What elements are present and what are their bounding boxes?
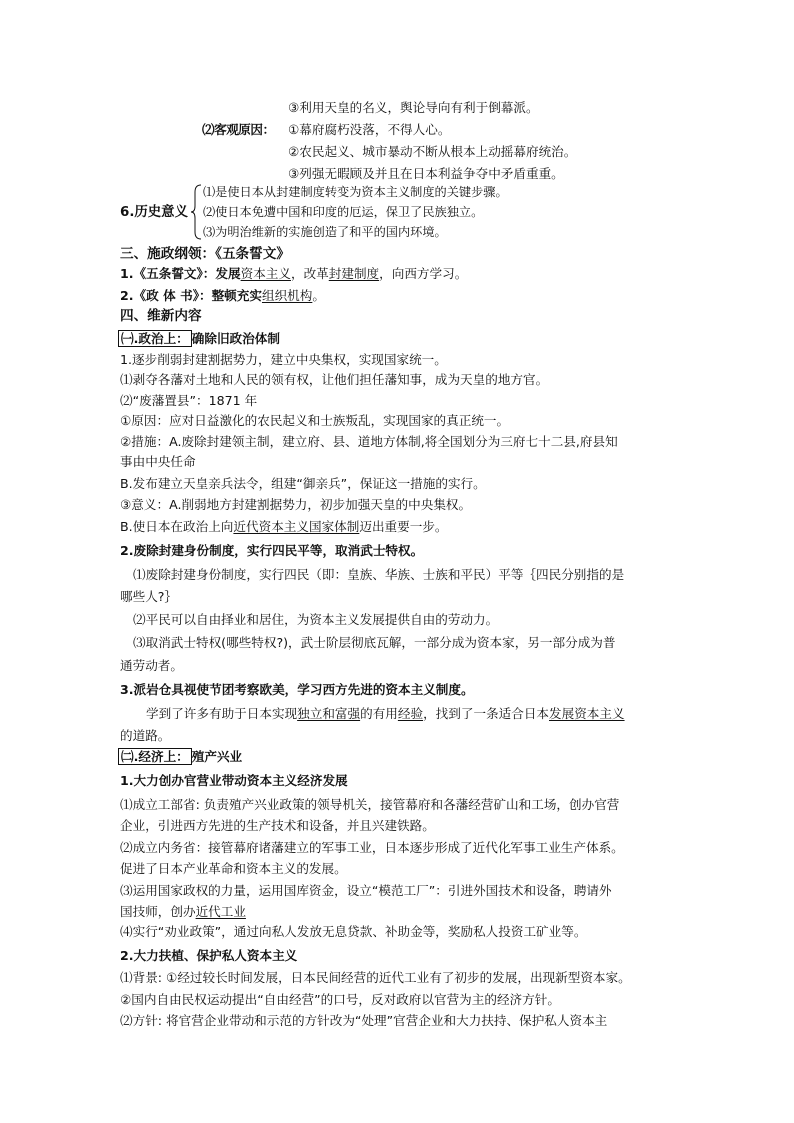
political-title: 确除旧政治体制 (191, 331, 280, 346)
text-segment: 的有用 (360, 706, 398, 721)
text-line: 企业，引进西方先进的生产技术和设备，并且兴建铁路。 (120, 818, 435, 833)
text-segment: 迈出重要一步。 (359, 519, 448, 534)
text-line (120, 904, 246, 920)
economic-box-label: ㈡.经济上： (118, 748, 192, 765)
underlined-term: 资本主义 (240, 266, 291, 281)
political-box-label: ㈠.政治上： (118, 330, 192, 347)
significance-item: ⑶为明治维新的实施创造了和平的国内环境。 (203, 225, 447, 239)
economic-title: 殖产兴业 (191, 749, 243, 764)
underlined-term: 独立和富强 (297, 706, 361, 721)
text-line: 的道路。 (120, 728, 171, 743)
text-segment: 学到了许多有助于日本实现 (146, 706, 298, 721)
text-segment: 。 (312, 288, 325, 303)
section3-heading: 三、施政纲领：《五条誓文》 (120, 246, 290, 262)
underlined-term: 封建制度 (328, 266, 380, 281)
significance-label: 6.历史意义 (120, 205, 188, 220)
text-line: ⑷实行“劝业政策”，通过向私人发放无息贷款、补助金等，奖励私人投资工矿业等。 (120, 924, 587, 939)
text-line: ③意义：A.削弱地方封建割据势力，初步加强天皇的中央集权。 (120, 497, 472, 512)
text-segment: ，找到了一条适合日本 (423, 706, 549, 721)
text-line (146, 706, 625, 722)
text-line: 通劳动者。 (120, 658, 183, 673)
underlined-term: 近代资本主义国家体制 (233, 519, 360, 534)
objective-item: ②农民起义、城市暴动不断从根本上动摇幕府统治。 (288, 144, 577, 159)
objective-label: ⑵客观原因： (202, 122, 275, 137)
political-system-label: 2.《政 体 书》：整顿充实 (120, 288, 262, 303)
significance-item: ⑴是使日本从封建制度转变为资本主义制度的关键步骤。 (203, 185, 508, 199)
text-line: ⑶运用国家政权的力量，运用国库资金，设立“模范工厂”：引进外国技术和设备，聘请外 (120, 883, 612, 898)
text-line: ①原因：应对日益激化的农民起义和士族叛乱，实现国家的真正统一。 (120, 413, 510, 428)
text-line: 哪些人?｝ (120, 589, 178, 604)
political-heading (118, 330, 280, 347)
text-line: ⑴废除封建身份制度，实行四民（即：皇族、华族、士族和平民）平等｛四民分别指的是 (133, 567, 625, 582)
text-segment: B.使日本在政治上向 (120, 519, 234, 534)
underlined-term: 组织机构 (261, 288, 313, 303)
text-line: ⑵方针: 将官营企业带动和示范的方针改为“处理”官营企业和大力扶持、保护私人资本主 (120, 1013, 608, 1028)
economic-heading (118, 748, 242, 765)
underlined-term: 经验 (397, 706, 424, 721)
text-line (120, 519, 448, 535)
political-system-line (120, 288, 325, 304)
underlined-term: 近代工业 (195, 904, 246, 919)
text-line: ⑶取消武士特权(哪些特权?)，武士阶层彻底瓦解，一部分成为资本家，另一部分成为普 (133, 635, 616, 650)
text-segment: 国技师，创办 (120, 904, 196, 919)
subheading: 3.派岩仓具视使节团考察欧美，学习西方先进的资本主义制度。 (120, 682, 474, 697)
significance-item: ⑵使日本免遭中国和印度的厄运，保卫了民族独立。 (203, 205, 484, 219)
objective-item: ①幕府腐朽没落，不得人心。 (288, 122, 451, 137)
five-oaths-line (120, 266, 467, 282)
subheading: 2.废除封建身份制度，实行四民平等，取消武士特权。 (120, 543, 424, 558)
text-segment: ，向西方学习。 (379, 266, 468, 281)
text-line: 促进了日本产业革命和资本主义的发展。 (120, 861, 347, 876)
text-line: 事由中央任命 (120, 454, 196, 469)
text-line: ⑵成立内务省：接管幕府诸藩建立的军事工业，日本逐步形成了近代化军事工业生产体系。 (120, 840, 624, 855)
text-line: ⑵平民可以自由择业和居住，为资本主义发展提供自由的劳动力。 (133, 612, 499, 627)
text-line: ⑴剥夺各藩对土地和人民的领有权，让他们担任藩知事，成为天皇的地方官。 (120, 372, 549, 387)
subheading: 1.大力创办官营业带动资本主义经济发展 (120, 773, 348, 788)
text-line: ②措施：A.废除封建领主制，建立府、县、道地方体制,将全国划分为三府七十二县,府县知 (120, 434, 618, 449)
text-line: ⑴成立工部省: 负责殖产兴业政策的领导机关，接管幕府和各藩经营矿山和工场，创办官营 (120, 797, 620, 812)
item-emperor-name: ③利用天皇的名义，舆论导向有利于倒幕派。 (288, 100, 539, 115)
text-line: B.发布建立天皇亲兵法令，组建“御亲兵”，保证这一措施的实行。 (120, 476, 486, 491)
objective-item: ③列强无暇顾及并且在日本利益争夺中矛盾重重。 (288, 166, 564, 181)
underlined-term: 发展资本主义 (549, 706, 625, 721)
text-line: ⑴背景: ①经过较长时间发展，日本民间经营的近代工业有了初步的发展，出现新型资本家。 (120, 970, 631, 985)
section4-heading: 四、维新内容 (120, 308, 202, 324)
text-line: ②国内自由民权运动提出“自由经营”的口号，反对政府以官营为主的经济方针。 (120, 992, 560, 1007)
text-line: ⑵“废藩置县”：1871 年 (120, 393, 258, 408)
text-line: 1.逐步削弱封建割据势力，建立中央集权，实现国家统一。 (120, 352, 447, 367)
subheading: 2.大力扶植、保护私人资本主义 (120, 948, 298, 963)
five-oaths-label: 1.《五条誓文》：发展 (120, 266, 241, 281)
text-segment: ，改革 (290, 266, 329, 281)
brace-icon (190, 184, 202, 240)
